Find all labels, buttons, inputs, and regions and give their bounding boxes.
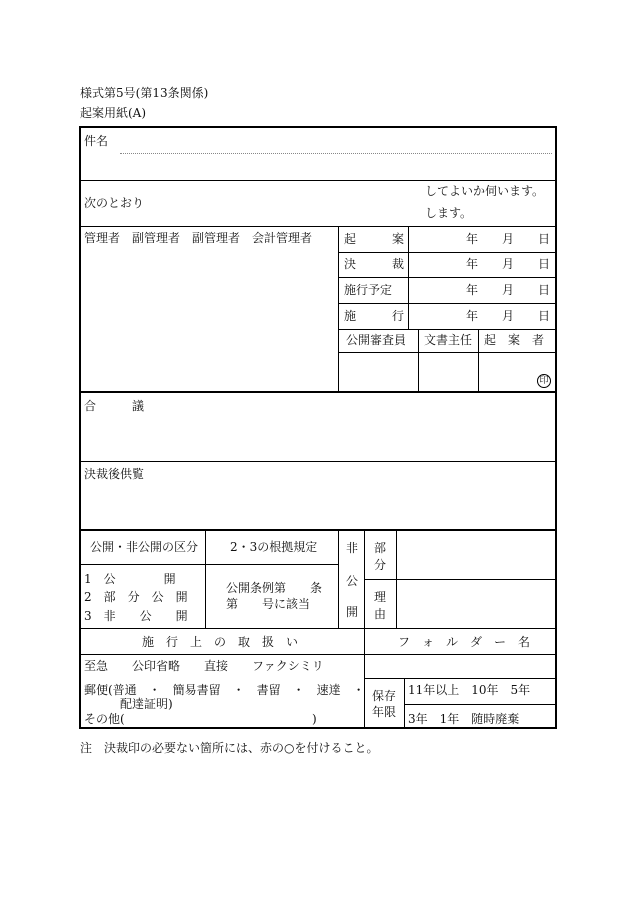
retention-label-2: 年限 — [372, 705, 397, 719]
disclosure-option-partial[interactable]: 2 部 分 公 開 — [84, 590, 188, 604]
footnote: 注 決裁印の必要ない箇所には、赤の○を付けること。 — [80, 741, 379, 755]
date-value-planned[interactable]: 年 月 日 — [466, 283, 551, 297]
handling-other-close: ) — [312, 712, 317, 726]
signer-vdivider-2 — [478, 329, 479, 391]
disclosure-category-header: 公開・非公開の区分 — [90, 540, 199, 554]
managers-labels: 管理者 副管理者 副管理者 会計管理者 — [84, 231, 313, 245]
nondisclosure-char-3: 開 — [346, 605, 359, 619]
request-prefix: 次のとおり — [84, 196, 145, 210]
request-option-do: します。 — [425, 206, 473, 220]
date-label-enforced: 施 行 — [344, 309, 405, 323]
basis-item: 第 号に該当 — [226, 597, 311, 611]
nondisclosure-char-2: 公 — [346, 574, 359, 588]
divider-handling-header — [80, 654, 556, 655]
date-row-line-3 — [338, 303, 556, 304]
partial-reason-line — [364, 579, 556, 580]
partial-label-2: 分 — [374, 558, 387, 572]
date-label-decision: 決 裁 — [344, 257, 405, 271]
folder-name-input[interactable] — [366, 656, 554, 676]
request-option-ask: してよいか伺います。 — [425, 184, 545, 198]
form-title: 起案用紙(A) — [80, 106, 147, 120]
handling-header: 施 行 上 の 取 扱 い — [142, 635, 299, 649]
retention-options-2[interactable]: 3年 1年 随時廃棄 — [408, 712, 520, 726]
date-value-decision[interactable]: 年 月 日 — [466, 257, 551, 271]
nondisclosure-char-1: 非 — [346, 541, 359, 555]
handling-mail-line1[interactable]: 郵便(普通 ・ 簡易書留 ・ 書留 ・ 速達 ・ — [84, 683, 365, 697]
retention-label-1: 保存 — [372, 689, 397, 703]
disclosure-vdivider-1 — [205, 529, 206, 628]
divider-viewing — [80, 529, 556, 531]
date-value-draft[interactable]: 年 月 日 — [466, 232, 551, 246]
signer-chief-label: 文書主任 — [424, 333, 473, 347]
date-label-draft: 起 案 — [344, 232, 405, 246]
subject-input[interactable] — [120, 132, 552, 154]
divider-request — [80, 226, 556, 227]
handling-options[interactable]: 至急 公印省略 直接 ファクシミリ — [84, 659, 324, 673]
seal-icon: 印 — [537, 374, 551, 388]
divider-disclosure — [80, 628, 556, 629]
viewing-label: 決裁後供覧 — [84, 467, 145, 481]
disclosure-option-public[interactable]: 1 公 開 — [84, 572, 176, 586]
date-label-planned: 施行予定 — [344, 283, 393, 297]
signer-header-line — [338, 352, 556, 353]
folder-line — [364, 678, 556, 679]
partial-label-1: 部 — [374, 541, 387, 555]
disclosure-header-line — [80, 564, 338, 565]
divider-approval — [80, 391, 556, 393]
consultation-label: 合 議 — [84, 399, 145, 413]
retention-mid-line — [404, 704, 556, 705]
signer-reviewer-label: 公開審査員 — [346, 333, 407, 347]
divider-consult — [80, 461, 556, 462]
retention-options-1[interactable]: 11年以上 10年 5年 — [408, 683, 531, 697]
date-value-enforced[interactable]: 年 月 日 — [466, 309, 551, 323]
signer-vdivider-1 — [418, 329, 419, 391]
subject-label: 件名 — [84, 134, 109, 148]
reason-label-1: 理 — [374, 590, 387, 604]
form-number: 様式第5号(第13条関係) — [80, 86, 209, 100]
handling-mail-line2[interactable]: 配達証明) — [120, 697, 173, 711]
date-row-line-4 — [338, 329, 556, 330]
approval-vdivider — [338, 226, 339, 391]
signer-drafter-label: 起 案 者 — [484, 333, 545, 347]
disclosure-option-private[interactable]: 3 非 公 開 — [84, 609, 188, 623]
divider-subject — [80, 180, 556, 181]
disclosure-vdivider-2 — [338, 529, 339, 628]
disclosure-basis-header: 2・3の根拠規定 — [230, 540, 318, 554]
date-row-line-2 — [338, 277, 556, 278]
retention-vdivider — [404, 678, 405, 728]
basis-article: 公開条例第 条 — [226, 581, 323, 595]
folder-header: フ ォ ル ダ ー 名 — [398, 635, 531, 649]
handling-other[interactable]: その他( — [84, 712, 125, 726]
date-row-line-1 — [338, 252, 556, 253]
reason-label-2: 由 — [374, 607, 387, 621]
